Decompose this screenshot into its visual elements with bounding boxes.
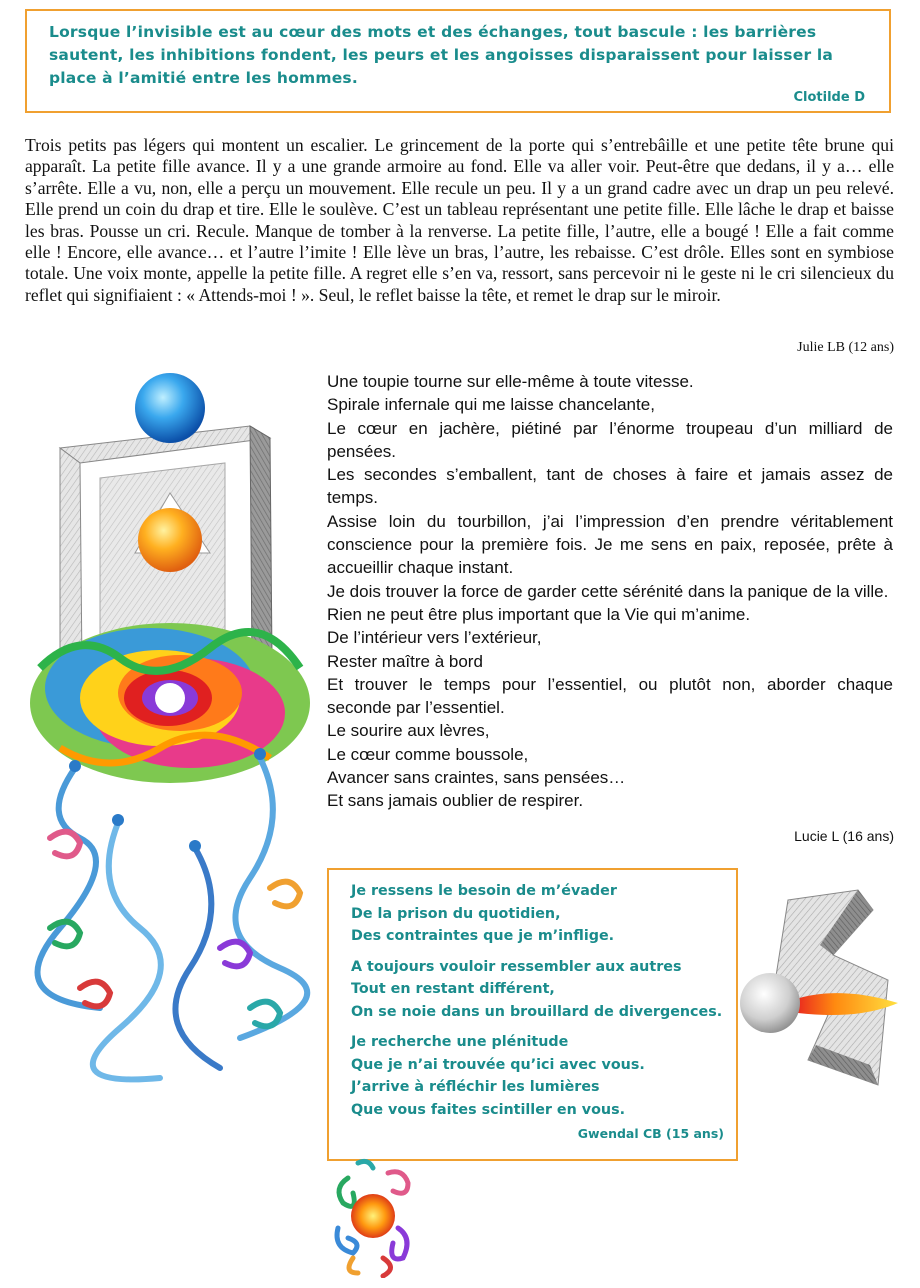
poem-line: Rien ne peut être plus important que la Vie qui m’anime.	[327, 604, 751, 624]
verse-line: A toujours vouloir ressembler aux autres	[351, 958, 682, 975]
quote-text: Lorsque l’invisible est au cœur des mots et des échanges, tout bascule : les barrières sautent, les inhibitions fondent, les peurs et les angoisses disparaissent pour laisser la place à l’amitié entre les hommes.	[49, 23, 834, 87]
poem-line: Une toupie tourne sur elle-même à toute vitesse.	[327, 372, 694, 391]
fire-sphere	[351, 1194, 395, 1238]
poem-line: Spirale infernale qui me laisse chancelante,	[327, 395, 655, 415]
verse-line: J’arrive à réfléchir les lumières	[351, 1079, 600, 1095]
blue-sphere	[135, 373, 205, 443]
verse-line: Je ressens le besoin de m’évader	[351, 883, 617, 899]
orange-sphere	[138, 508, 202, 572]
stanza	[351, 1031, 722, 1121]
poem-line: Assise loin du tourbillon, j’ai l’impression d’en prendre véritablement conscience pour la première fois. Je me sens en paix, reposée, prête à accueillir chaque instant.	[327, 511, 893, 578]
verse-line: Que vous faites scintiller en vous.	[351, 1101, 626, 1118]
poem-line: Le cœur comme boussole,	[327, 744, 529, 764]
verse-stanzas	[351, 880, 722, 1129]
poem-line: Les secondes s’emballent, tant de choses à faire et jamais assez de temps.	[327, 465, 893, 508]
quote-author: Clotilde D	[793, 90, 865, 105]
poem	[327, 370, 893, 813]
quote-box	[25, 9, 891, 113]
verse-line: De la prison du quotidien,	[351, 905, 561, 922]
right-illustration	[738, 885, 900, 1100]
bottom-illustration	[328, 1158, 418, 1278]
verse-author: Gwendal CB (15 ans)	[577, 1126, 724, 1141]
verse-line: On se noie dans un brouillard de divergences.	[351, 1003, 723, 1020]
stanza	[351, 880, 722, 948]
verse-line: Que je n’ai trouvée qu’ici avec vous.	[351, 1056, 645, 1073]
left-illustration	[20, 368, 320, 1090]
verse-line: Des contraintes que je m’inflige.	[351, 928, 615, 944]
poem-line: Et trouver le temps pour l’essentiel, ou plutôt non, aborder chaque seconde par l’essentiel.	[327, 674, 893, 718]
poem-author: Lucie L (16 ans)	[794, 828, 894, 844]
story-paragraph: Trois petits pas légers qui montent un escalier. Le grincement de la porte qui s’entrebâille et une petite tête brune qui apparaît. La petite fille avance. Il y a une grande armoire au fond. Elle va aller voir. Peut-être que dedans, il y a… elle s’arrête. Elle a vu, non, elle a perçu un mouvement. Elle recule un peu. Il y a un grand cadre avec un drap un peu relevé. Elle prend un coin du drap et tire. Elle le soulève. C’est un tableau représentant une petite fille. Elle lâche le drap et baisse les bras. Pousse un cri. Recule. Manque de tomber à la renverse. La petite fille, l’autre, elle a bougé ! Elle a fait comme elle ! Encore, elle avance… et l’autre l’imite ! Elle lève un bras, l’autre, les rebaisse. C’est drôle. Elles sont en symbiose totale. Une voix monte, appelle la petite fille. A regret elle s’en va, ressort, sans percevoir ni le geste ni le cri silencieux du reflet qui signifiaient : « Attends-moi ! ». Seul, le reflet baisse la tête, et remet le drap sur le miroir.	[25, 135, 894, 305]
poem-line: Rester maître à bord	[327, 651, 483, 671]
poem-line: Je dois trouver la force de garder cette sérénité dans la panique de la ville.	[327, 581, 889, 601]
poem-line: De l’intérieur vers l’extérieur,	[327, 628, 542, 648]
verse-box	[327, 868, 738, 1161]
poem-line: Avancer sans craintes, sans pensées…	[327, 768, 626, 788]
poem-line: Le sourire aux lèvres,	[327, 721, 490, 741]
verse-line: Tout en restant différent,	[351, 981, 555, 997]
color-swirl	[30, 623, 310, 783]
verse-line: Je recherche une plénitude	[351, 1034, 569, 1050]
poem-line: Et sans jamais oublier de respirer.	[327, 791, 584, 811]
spiral-tendrils	[38, 758, 308, 1079]
story-author: Julie LB (12 ans)	[797, 340, 894, 355]
poem-line: Le cœur en jachère, piétiné par l’énorme troupeau d’un milliard de pensées.	[327, 418, 893, 461]
silver-sphere	[740, 973, 800, 1033]
stanza	[351, 956, 722, 1024]
